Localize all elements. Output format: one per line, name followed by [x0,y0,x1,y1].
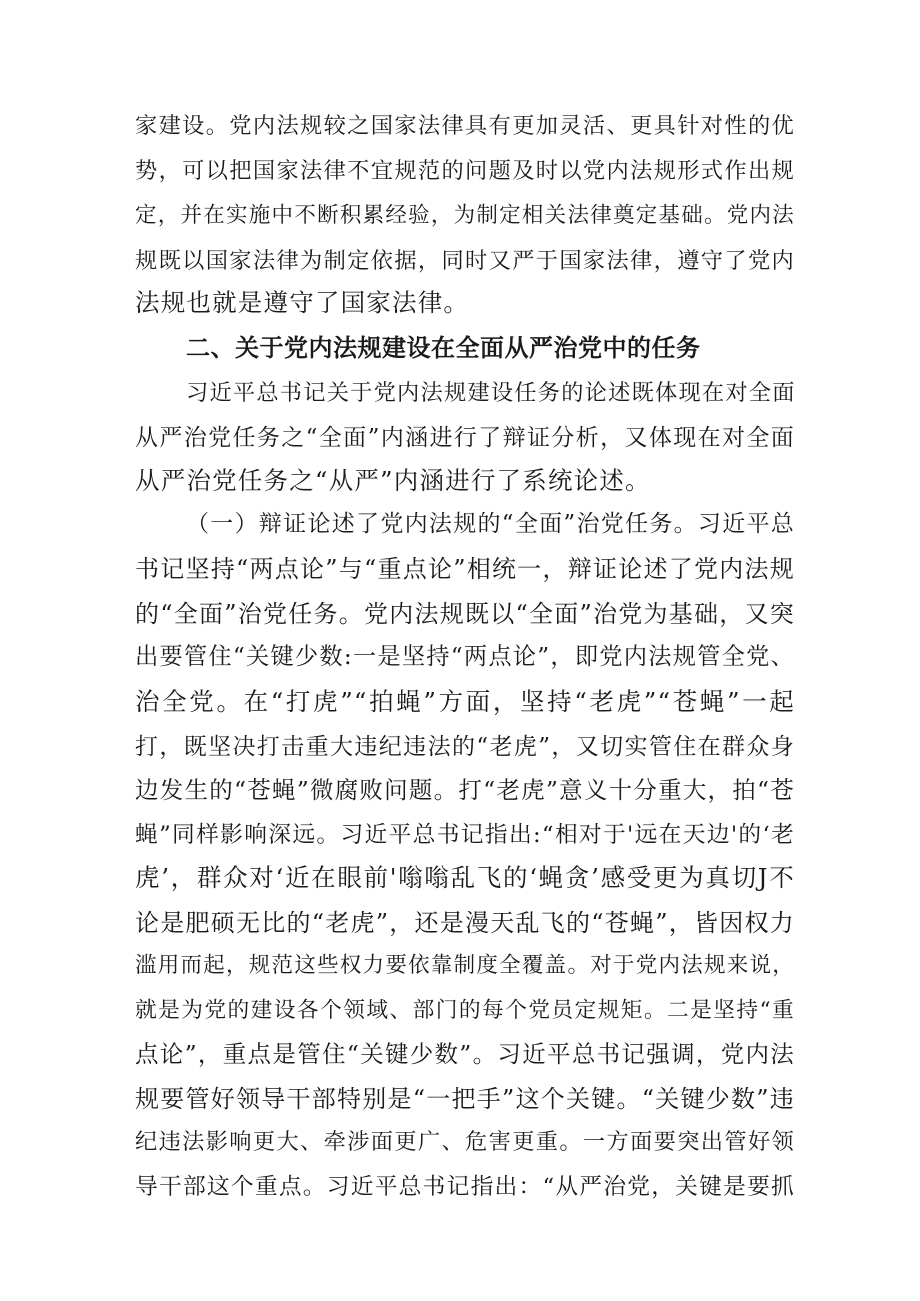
subsection-line: （一）辩证论述了党内法规的“全面”治党任务。习近平总 [186,511,795,537]
text-line: 书记坚持“两点论”与“重点论”相统一，辩证论述了党内法规 [135,555,795,583]
text-line: 论是肥硕无比的“老虎”，还是漫天乱飞的“苍蝇”，皆因权力 [135,909,795,937]
text-line: 势，可以把国家法律不宜规范的问题及时以党内法规形式作出规 [135,158,795,184]
text-line: 的“全面”治党任务。党内法规既以“全面”治党为基础，又突 [135,600,795,628]
text-line: 点论”，重点是管住“关键少数”。习近平总书记强调，党内法 [135,1040,795,1068]
text-line: 虎’，群众对‘近在眼前'嗡嗡乱飞的‘蝇贪’感受更为真切J不 [135,863,795,892]
section-heading: 二、关于党内法规建设在全面从严治党中的任务 [186,334,701,362]
text-line: 从严治党任务之“全面”内涵进行了辩证分析，又体现在对全面 [135,425,795,451]
text-line: 习近平总书记关于党内法规建设任务的论述既体现在对全面 [186,380,796,406]
text-line: 就是为党的建设各个领域、部门的每个党员定规矩。二是坚持“重 [135,998,795,1023]
text-line: 法规也就是遵守了国家法律。 [135,288,470,317]
text-line: 从严治党任务之“从严”内涵进行了系统论述。 [135,466,651,495]
text-line: 治全党。在“打虎”“拍蝇”方面，坚持“老虎”“苍蝇”一起 [135,687,795,716]
text-line: 出要管住“关键少数:一是坚持“两点论”，即党内法规管全党、 [135,643,795,670]
text-line: 蝇”同样影响深远。习近平总书记指出:“相对于'远在天边'的‘老 [135,822,795,848]
text-line: 规要管好领导干部特别是“一把手”这个关键。“关键少数”违 [135,1085,795,1113]
text-line: 滥用而起，规范这些权力要依靠制度全覆盖。对于党内法规来说， [135,953,795,978]
text-line: 导干部这个重点。习近平总书记指出：“从严治党，关键是要抓 [135,1174,795,1200]
text-line: 边发生的“苍蝇”微腐败问题。打“老虎”意义十分重大，拍“苍 [135,776,795,804]
text-line: 定，并在实施中不断积累经验，为制定相关法律奠定基础。党内法 [135,203,795,228]
text-line: 规既以国家法律为制定依据，同时又严于国家法律，遵守了党内 [135,248,795,274]
text-line: 打，既坚决打击重大违纪违法的“老虎”，又切实管住在群众身 [135,734,795,760]
text-line: 纪违法影响更大、牵涉面更广、危害更重。一方面要突出管好领 [135,1129,795,1155]
text-line: 家建设。党内法规较之国家法律具有更加灵活、更具针对性的优 [135,113,795,139]
